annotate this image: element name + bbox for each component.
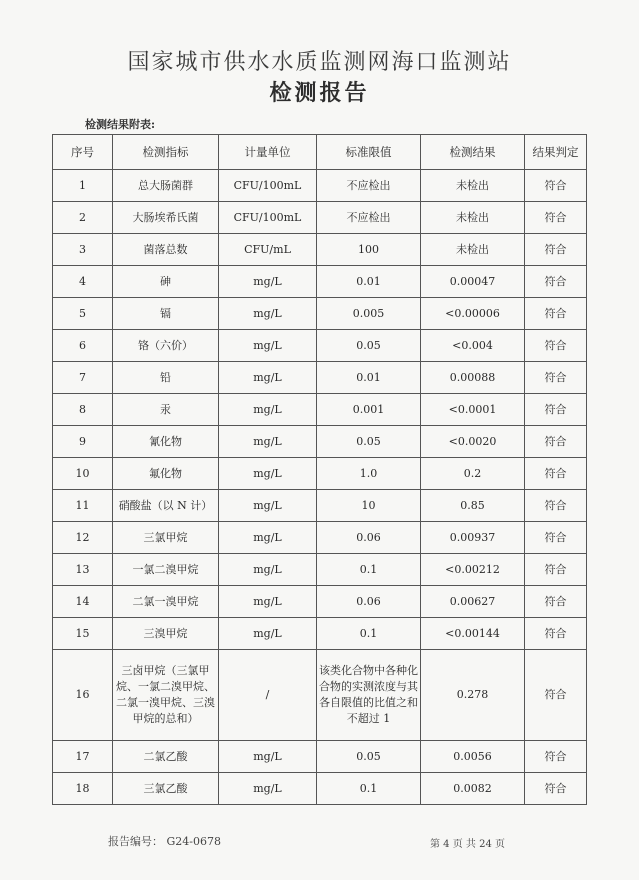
cell-judgment: 符合 <box>525 330 587 362</box>
table-row <box>53 362 587 394</box>
cell-indicator: 大肠埃希氏菌 <box>113 202 219 234</box>
cell-unit: CFU/100mL <box>219 170 317 202</box>
cell-number: 11 <box>53 490 113 522</box>
cell-indicator: 总大肠菌群 <box>113 170 219 202</box>
table-body <box>53 170 587 805</box>
cell-limit: 0.05 <box>317 741 421 773</box>
cell-judgment: 符合 <box>525 554 587 586</box>
cell-result: 未检出 <box>421 202 525 234</box>
cell-number: 16 <box>53 650 113 741</box>
cell-indicator: 砷 <box>113 266 219 298</box>
attachment-label: 检测结果附表: <box>85 118 156 131</box>
cell-number: 7 <box>53 362 113 394</box>
cell-indicator: 铬（六价） <box>113 330 219 362</box>
cell-unit: mg/L <box>219 394 317 426</box>
cell-result: 0.00627 <box>421 586 525 618</box>
column-header: 计量单位 <box>219 135 317 170</box>
cell-limit: 0.1 <box>317 618 421 650</box>
cell-limit: 0.05 <box>317 426 421 458</box>
cell-indicator: 二氯一溴甲烷 <box>113 586 219 618</box>
table-row <box>53 741 587 773</box>
cell-limit: 0.06 <box>317 586 421 618</box>
cell-result: 0.00088 <box>421 362 525 394</box>
cell-result: 0.0056 <box>421 741 525 773</box>
cell-judgment: 符合 <box>525 426 587 458</box>
cell-unit: mg/L <box>219 741 317 773</box>
cell-number: 10 <box>53 458 113 490</box>
cell-unit: mg/L <box>219 298 317 330</box>
column-header: 检测指标 <box>113 135 219 170</box>
table-row <box>53 618 587 650</box>
cell-indicator: 氰化物 <box>113 426 219 458</box>
cell-number: 13 <box>53 554 113 586</box>
cell-indicator: 三卤甲烷（三氯甲烷、一氯二溴甲烷、二氯一溴甲烷、三溴甲烷的总和） <box>113 650 219 741</box>
cell-unit: mg/L <box>219 426 317 458</box>
cell-judgment: 符合 <box>525 522 587 554</box>
cell-judgment: 符合 <box>525 362 587 394</box>
cell-unit: mg/L <box>219 490 317 522</box>
cell-limit: 0.05 <box>317 330 421 362</box>
cell-limit: 不应检出 <box>317 170 421 202</box>
cell-limit: 0.01 <box>317 266 421 298</box>
results-table <box>52 134 587 805</box>
cell-number: 4 <box>53 266 113 298</box>
cell-unit: mg/L <box>219 618 317 650</box>
cell-result: <0.00212 <box>421 554 525 586</box>
cell-result: 未检出 <box>421 170 525 202</box>
cell-number: 17 <box>53 741 113 773</box>
cell-number: 1 <box>53 170 113 202</box>
cell-judgment: 符合 <box>525 490 587 522</box>
cell-judgment: 符合 <box>525 234 587 266</box>
table-row <box>53 554 587 586</box>
cell-result: 0.0082 <box>421 773 525 805</box>
cell-unit: mg/L <box>219 586 317 618</box>
cell-unit: / <box>219 650 317 741</box>
cell-limit: 不应检出 <box>317 202 421 234</box>
cell-number: 9 <box>53 426 113 458</box>
cell-indicator: 菌落总数 <box>113 234 219 266</box>
cell-result: <0.00006 <box>421 298 525 330</box>
table-row <box>53 234 587 266</box>
cell-indicator: 硝酸盐（以 N 计） <box>113 490 219 522</box>
table-row <box>53 773 587 805</box>
table-row <box>53 458 587 490</box>
report-subtitle: 检测报告 <box>269 80 370 106</box>
table-row <box>53 650 587 741</box>
cell-result: 0.2 <box>421 458 525 490</box>
cell-indicator: 一氯二溴甲烷 <box>113 554 219 586</box>
cell-unit: mg/L <box>219 522 317 554</box>
column-header: 序号 <box>53 135 113 170</box>
cell-limit: 0.01 <box>317 362 421 394</box>
cell-result: 0.00047 <box>421 266 525 298</box>
column-header: 检测结果 <box>421 135 525 170</box>
cell-judgment: 符合 <box>525 458 587 490</box>
cell-indicator: 三氯乙酸 <box>113 773 219 805</box>
cell-unit: mg/L <box>219 362 317 394</box>
cell-result: <0.0020 <box>421 426 525 458</box>
cell-limit: 10 <box>317 490 421 522</box>
table-row <box>53 298 587 330</box>
cell-indicator: 氟化物 <box>113 458 219 490</box>
table-row <box>53 490 587 522</box>
page-indicator: 第 4 页 共 24 页 <box>430 839 505 850</box>
table-row <box>53 426 587 458</box>
cell-result: 0.00937 <box>421 522 525 554</box>
column-header: 结果判定 <box>525 135 587 170</box>
cell-judgment: 符合 <box>525 266 587 298</box>
cell-number: 6 <box>53 330 113 362</box>
cell-unit: mg/L <box>219 458 317 490</box>
cell-judgment: 符合 <box>525 202 587 234</box>
column-header: 标准限值 <box>317 135 421 170</box>
table-row <box>53 266 587 298</box>
report-number: 报告编号： G24-0678 <box>108 835 221 848</box>
cell-number: 2 <box>53 202 113 234</box>
table-header-row <box>53 135 587 170</box>
cell-limit: 0.1 <box>317 554 421 586</box>
cell-unit: mg/L <box>219 330 317 362</box>
cell-judgment: 符合 <box>525 773 587 805</box>
cell-result: 0.85 <box>421 490 525 522</box>
cell-number: 8 <box>53 394 113 426</box>
table-row <box>53 330 587 362</box>
cell-judgment: 符合 <box>525 586 587 618</box>
cell-limit: 0.06 <box>317 522 421 554</box>
cell-limit: 该类化合物中各种化合物的实测浓度与其各自限值的比值之和不超过 1 <box>317 650 421 741</box>
cell-unit: mg/L <box>219 773 317 805</box>
cell-limit: 0.001 <box>317 394 421 426</box>
cell-result: <0.0001 <box>421 394 525 426</box>
cell-indicator: 三溴甲烷 <box>113 618 219 650</box>
cell-number: 18 <box>53 773 113 805</box>
cell-result: <0.004 <box>421 330 525 362</box>
table-row <box>53 522 587 554</box>
cell-judgment: 符合 <box>525 650 587 741</box>
cell-indicator: 三氯甲烷 <box>113 522 219 554</box>
cell-indicator: 汞 <box>113 394 219 426</box>
cell-unit: mg/L <box>219 554 317 586</box>
cell-judgment: 符合 <box>525 618 587 650</box>
cell-limit: 1.0 <box>317 458 421 490</box>
cell-judgment: 符合 <box>525 298 587 330</box>
cell-judgment: 符合 <box>525 170 587 202</box>
cell-unit: CFU/100mL <box>219 202 317 234</box>
table-row <box>53 170 587 202</box>
table-row <box>53 202 587 234</box>
table-row <box>53 394 587 426</box>
cell-number: 15 <box>53 618 113 650</box>
report-header <box>0 48 639 108</box>
page-title: 国家城市供水水质监测网海口监测站 <box>127 50 512 75</box>
cell-indicator: 二氯乙酸 <box>113 741 219 773</box>
cell-unit: mg/L <box>219 266 317 298</box>
cell-number: 5 <box>53 298 113 330</box>
cell-indicator: 铅 <box>113 362 219 394</box>
cell-result: <0.00144 <box>421 618 525 650</box>
cell-judgment: 符合 <box>525 741 587 773</box>
cell-number: 3 <box>53 234 113 266</box>
cell-unit: CFU/mL <box>219 234 317 266</box>
cell-limit: 100 <box>317 234 421 266</box>
cell-result: 0.278 <box>421 650 525 741</box>
cell-judgment: 符合 <box>525 394 587 426</box>
cell-limit: 0.1 <box>317 773 421 805</box>
table-row <box>53 586 587 618</box>
cell-indicator: 镉 <box>113 298 219 330</box>
cell-limit: 0.005 <box>317 298 421 330</box>
cell-number: 14 <box>53 586 113 618</box>
cell-result: 未检出 <box>421 234 525 266</box>
cell-number: 12 <box>53 522 113 554</box>
